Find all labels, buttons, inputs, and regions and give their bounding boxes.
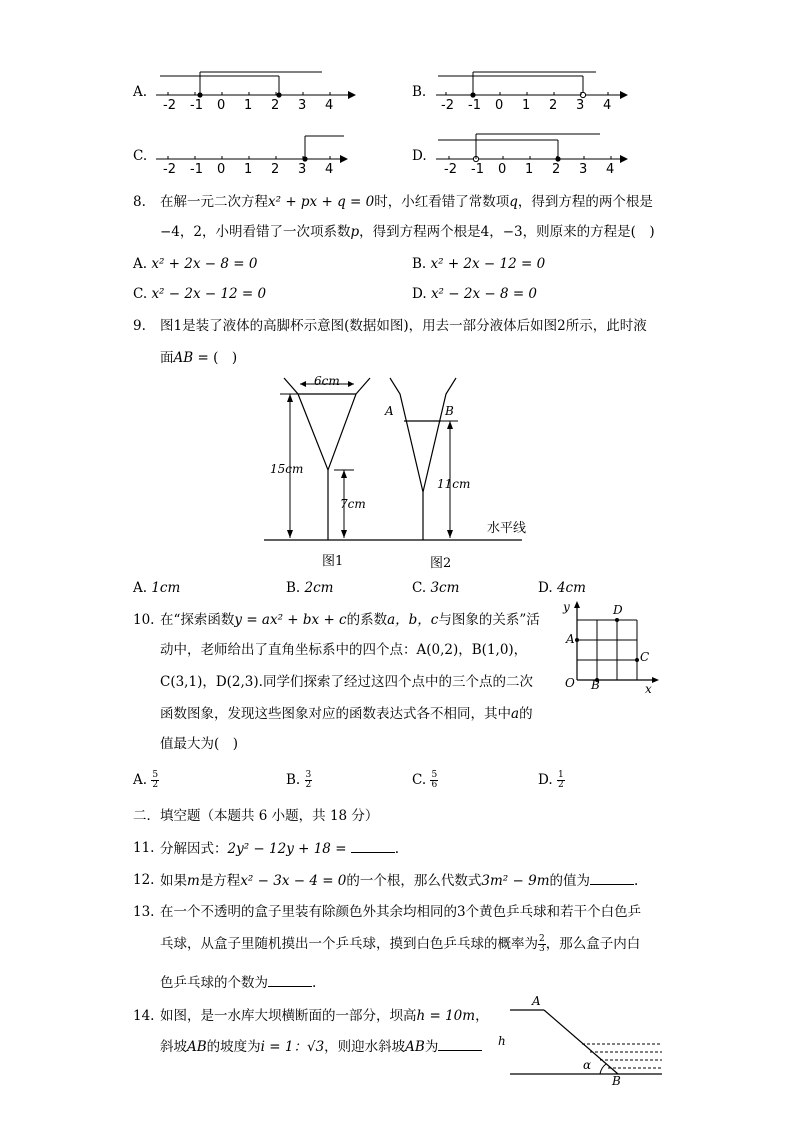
text: ，得到方程的两个根是 [517, 194, 653, 210]
question-12-number: 12. [133, 872, 155, 888]
q8-option-a [133, 254, 257, 274]
option-text: 2cm [304, 580, 334, 596]
text: 在解一元二次方程 [160, 194, 268, 210]
dam-height-label: h [498, 1034, 506, 1048]
question-13-line1: 在一个不透明的盒子里装有除颜色外其余均相同的3个黄色乒乓球和若干个白色乒 [160, 904, 642, 920]
text: 函数图象，发现这些图象对应的函数表达式各不相同，其中 [160, 706, 511, 722]
variable: p [350, 224, 360, 240]
option-label: B. [286, 772, 301, 788]
numerator: 5 [152, 770, 159, 780]
option-label: A. [133, 256, 148, 272]
label-height-11: 11cm [437, 477, 471, 491]
tick-label: 0 [217, 162, 226, 177]
question-10-line5: 值最大为( ) [160, 736, 239, 752]
axis-label-y: y [563, 600, 570, 614]
tick-label: 0 [498, 162, 507, 177]
denominator: 2 [152, 780, 159, 790]
text: 为 [424, 1039, 439, 1055]
text: 如图，是一水库大坝横断面的一部分，坝高 [160, 1008, 417, 1024]
tick-label: -2 [441, 98, 454, 113]
caption-figure-2: 图2 [430, 556, 452, 571]
numerator: 3 [305, 770, 312, 780]
tick-label: 4 [325, 162, 334, 177]
text: 乓球，从盒子里随机摸出一个乒乓球，摸到白色乒乓球的概率为 [160, 936, 538, 952]
text: 色乒乓球的个数为 [160, 975, 268, 991]
tick-label: 1 [525, 162, 534, 177]
label-top-width: 6cm [314, 374, 340, 388]
q9-option-c [412, 578, 459, 598]
option-label: A. [133, 84, 148, 100]
answer-blank[interactable] [351, 838, 395, 853]
numerator: 5 [431, 770, 438, 780]
fraction [305, 771, 313, 790]
tick-label: 3 [579, 162, 588, 177]
fraction [538, 935, 546, 954]
expression: 3m² − 9m [481, 873, 550, 889]
tick-label: -2 [444, 162, 457, 177]
point-a-label: A [566, 632, 575, 646]
question-8-line2 [160, 222, 655, 242]
text: ， [475, 1008, 489, 1024]
option-label: B. [286, 580, 301, 596]
denominator: 3 [539, 944, 545, 954]
text: 面 [160, 350, 174, 366]
option-label: C. [133, 286, 148, 302]
tick-label: -1 [190, 162, 203, 177]
fraction [151, 771, 159, 790]
q8-option-b [412, 254, 545, 274]
text: 与图象的关系”活 [438, 612, 540, 628]
text: 是方程 [199, 873, 241, 889]
option-text: x² − 2x − 12 = 0 [151, 286, 267, 302]
equation: x² + px + q = 0 [268, 194, 375, 210]
text: ，那么盒子内白 [545, 936, 641, 952]
option-label: C. [133, 148, 148, 164]
origin-label: O [565, 676, 575, 690]
question-11 [160, 838, 399, 859]
option-label: D. [412, 286, 427, 302]
numerator: 2 [539, 934, 545, 944]
tick-label: 1 [522, 98, 531, 113]
equation: 2y² − 12y + 18 = [227, 841, 351, 857]
question-13-line3 [160, 972, 316, 993]
text: 的值为 [549, 873, 590, 889]
dam-angle-label: α [583, 1058, 592, 1072]
denominator: 6 [431, 780, 438, 790]
point-d-label: D [613, 603, 623, 617]
label-stem-7: 7cm [340, 497, 366, 511]
tick-label: 2 [271, 98, 280, 113]
question-14-line1 [160, 1006, 489, 1026]
text: 分解因式： [160, 841, 228, 857]
tick-label: 4 [603, 98, 612, 113]
tick-label: 4 [325, 98, 334, 113]
q8-option-c [133, 284, 266, 304]
option-label: A. [133, 772, 148, 788]
option-label: D. [412, 148, 427, 164]
denominator: 2 [305, 780, 312, 790]
question-10-line3: C(3,1)，D(2,3).同学们探索了经过这四个点中的三个点的二次 [160, 674, 533, 690]
option-text: x² − 2x − 8 = 0 [430, 286, 538, 302]
tick-label: 0 [495, 98, 504, 113]
answer-blank[interactable] [590, 870, 634, 885]
label-point-b: B [445, 404, 454, 418]
text: = ( ) [193, 350, 238, 366]
text: 在“探索函数 [160, 612, 235, 628]
question-14-number: 14. [133, 1008, 155, 1024]
tick-label: -2 [163, 162, 176, 177]
tick-label: 2 [552, 162, 561, 177]
option-label: C. [412, 580, 427, 596]
tick-label: 2 [271, 162, 280, 177]
point-c-label: C [640, 650, 650, 664]
option-text: 1cm [151, 580, 181, 596]
label-height-15: 15cm [270, 462, 304, 476]
question-9-line1: 图1是装了液体的高脚杯示意图(数据如图)，用去一部分液体后如图2所示，此时液 [160, 318, 647, 334]
text: . [394, 841, 400, 857]
question-9-line2 [160, 348, 237, 368]
label-point-a: A [385, 404, 394, 418]
equation: i = 1：√3 [260, 1039, 325, 1055]
q9-option-d [538, 578, 586, 598]
dam-figure [500, 996, 670, 1088]
coefficients: a，b，c [387, 612, 439, 628]
text: −4，2，小明看错了一次项系数 [160, 224, 351, 240]
text: 的坡度为 [206, 1039, 261, 1055]
option-label: B. [412, 84, 427, 100]
question-13-line2 [160, 934, 640, 954]
text: 的一个根，那么代数式 [346, 873, 482, 889]
option-text: 3cm [430, 580, 460, 596]
q10-option-d [538, 770, 565, 790]
tick-label: 0 [217, 98, 226, 113]
dam-point-a: A [532, 994, 541, 1008]
option-label: A. [133, 580, 148, 596]
tick-label: 3 [298, 98, 307, 113]
q9-option-b [286, 578, 333, 598]
text: 斜坡 [160, 1039, 187, 1055]
tick-label: -2 [163, 98, 176, 113]
equation: y = ax² + bx + c [234, 612, 347, 628]
question-10-line2: 动中，老师给出了直角坐标系中的四个点：A(0,2)，B(1,0)， [160, 642, 528, 658]
text: ，则迎水斜坡 [324, 1039, 406, 1055]
fraction [430, 771, 438, 790]
text: 如果 [160, 873, 187, 889]
tick-label: -1 [190, 98, 203, 113]
tick-label: 4 [606, 162, 615, 177]
option-label: D. [538, 772, 553, 788]
question-10-line4 [160, 704, 533, 724]
dam-point-b: B [612, 1074, 621, 1088]
question-12 [160, 870, 638, 891]
section-heading: 二．填空题（本题共 6 小题，共 18 分） [133, 808, 379, 824]
option-text: x² + 2x − 12 = 0 [430, 256, 546, 272]
text: 时，小红看错了常数项 [374, 194, 510, 210]
q10-option-a [133, 770, 159, 790]
question-10-line1 [160, 610, 540, 630]
question-10-number: 10. [133, 612, 155, 628]
question-8-number: 8. [133, 194, 146, 210]
text: 的系数 [346, 612, 388, 628]
denominator: 2 [557, 780, 564, 790]
variable: m [187, 873, 200, 889]
fraction [557, 771, 565, 790]
numerator: 1 [557, 770, 564, 780]
tick-label: 1 [244, 162, 253, 177]
text: ，得到方程两个根是4，−3，则原来的方程是( ) [359, 224, 655, 240]
q9-option-a [133, 578, 180, 598]
q8-option-d [412, 284, 537, 304]
tick-label: 1 [244, 98, 253, 113]
answer-blank[interactable] [438, 1036, 482, 1051]
variable: q [509, 194, 518, 210]
point-b-label: B [591, 678, 600, 692]
caption-figure-1: 图1 [322, 554, 344, 569]
option-text: 4cm [556, 580, 586, 596]
option-label: C. [412, 772, 427, 788]
text: . [634, 873, 639, 889]
label-horizon: 水平线 [487, 521, 527, 536]
equation: h = 10m [416, 1008, 476, 1024]
option-text: x² + 2x − 8 = 0 [151, 256, 258, 272]
axis-label-x: x [645, 682, 652, 696]
variable: a [511, 706, 520, 722]
question-14-line2 [160, 1036, 482, 1057]
question-13-number: 13. [133, 904, 155, 920]
question-8-line1 [160, 192, 653, 212]
segment: AB [187, 1039, 207, 1055]
tick-label: 3 [576, 98, 585, 113]
text: . [312, 975, 317, 991]
q10-option-b [286, 770, 312, 790]
text: 的 [519, 706, 533, 722]
tick-label: 3 [298, 162, 307, 177]
option-label: D. [538, 580, 553, 596]
question-9-number: 9. [133, 318, 146, 334]
tick-label: 2 [549, 98, 558, 113]
answer-blank[interactable] [268, 972, 312, 987]
segment: AB [405, 1039, 425, 1055]
question-11-number: 11. [133, 840, 155, 856]
segment: AB [173, 350, 194, 366]
tick-label: -1 [471, 162, 484, 177]
tick-label: -1 [468, 98, 481, 113]
option-label: B. [412, 256, 427, 272]
equation: x² − 3x − 4 = 0 [240, 873, 347, 889]
q10-option-c [412, 770, 438, 790]
